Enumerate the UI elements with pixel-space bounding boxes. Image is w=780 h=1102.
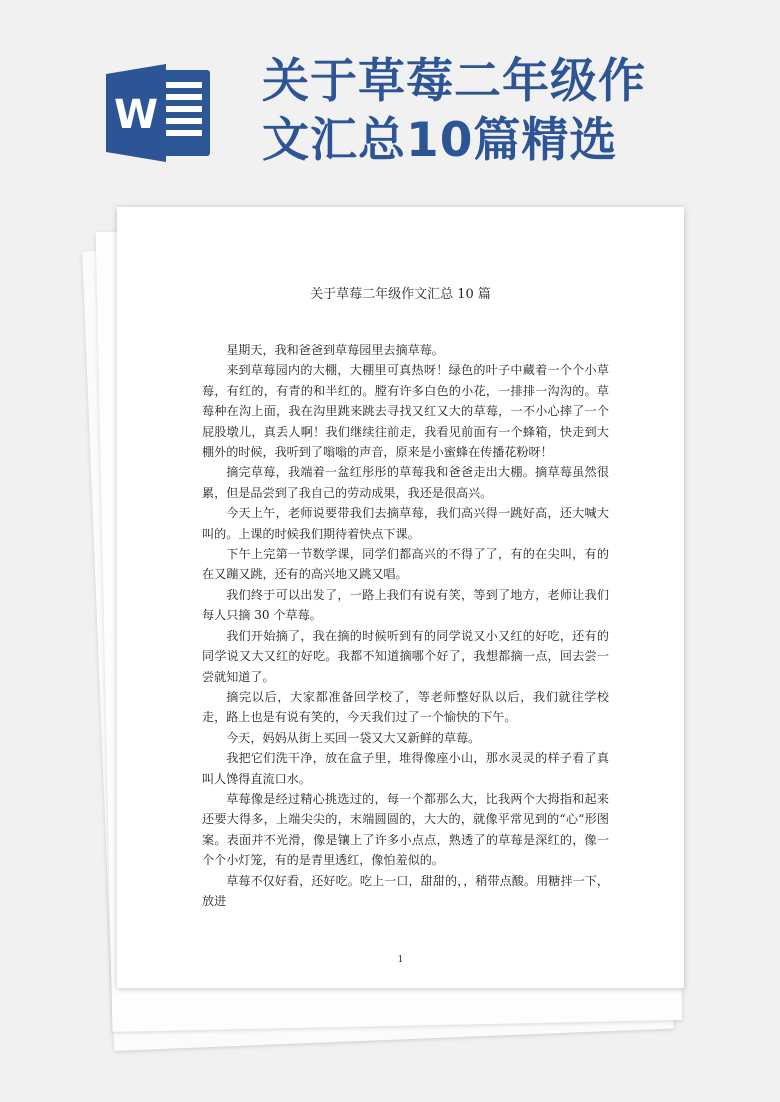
paragraph: 我们终于可以出发了，一路上我们有说有笑，等到了地方，老师让我们每人只摘 30 个草莓。 — [202, 587, 609, 623]
banner-title — [262, 52, 762, 170]
paragraph: 星期天，我和爸爸到草莓园里去摘草莓。 — [226, 343, 444, 357]
paragraph: 摘完草莓，我端着一盆红彤彤的草莓我和爸爸走出大棚。摘草莓虽然很累，但是品尝到了我自己的劳动成果，我还是很高兴。 — [202, 465, 609, 500]
paragraph: 摘完以后，大家都准备回学校了，等老师整好队以后，我们就往学校走，路上也是有说有笑的，今天我们过了一个愉快的下午。 — [202, 689, 609, 725]
banner-title-line-2: 文汇总10篇精选 — [262, 113, 618, 168]
banner-title-line-1: 关于草莓二年级作 — [262, 54, 646, 109]
logo-letter: W — [113, 92, 159, 138]
paragraph: 草莓像是经过精心挑选过的，每一个都那么大，比我两个大拇指和起来还要大得多，上端尖尖的，末端圆圆的，大大的，就像平常见到的“心“形图案。表面并不光滑，像是镶上了许多小点点，熟透了的草莓是深红的，像一个个小灯笼，有的是青里透红，像怕羞似的。 — [202, 791, 609, 868]
paragraph: 今天上午，老师说要带我们去摘草莓，我们高兴得一跳好高，还大喊大叫的。上课的时候我们期待着快点下课。 — [202, 506, 609, 541]
paragraph: 草莓不仅好看，还好吃。吃上一口，甜甜的，，稍带点酸。用糖拌一下，放进 — [202, 873, 609, 908]
word-logo — [106, 62, 216, 164]
paragraph: 我们开始摘了，我在摘的时候听到有的同学说又小又红的好吃，还有的同学说又大又红的好吃。我都不知道摘哪个好了，我想都摘一点，回去尝一尝就知道了。 — [202, 628, 609, 684]
paragraph: 今天，妈妈从街上买回一袋又大又新鲜的草莓。 — [226, 730, 481, 745]
page-number: 1 — [397, 955, 404, 965]
document-title: 关于草莓二年级作文汇总 10 篇 — [310, 287, 491, 302]
paragraph: 我把它们洗干净，放在盒子里，堆得像座小山，那水灵灵的样子看了真叫人馋得直流口水。 — [202, 751, 609, 786]
paragraph: 下午上完第一节数学课，同学们都高兴的不得了了，有的在尖叫，有的在又蹦又跳，还有的高兴地又跳又唱。 — [202, 547, 609, 582]
paragraph: 来到草莓园内的大棚，大棚里可真热呀！绿色的叶子中藏着一个个小草莓，有红的，有青的和半红的。膛有许多白色的小花，一排排一沟沟的。草莓种在沟上面，我在沟里跳来跳去寻找又红又大的草莓，一不小心摔了一个屁股墩儿，真丢人啊！我们继续往前走，我看见前面有一个蜂箱，快走到大棚外的时候，我听到了嗡嗡的声音，原来是小蜜蜂在传播花粉呀！ — [202, 363, 609, 460]
word-document-icon — [106, 62, 216, 164]
document-page — [117, 207, 684, 988]
document-body — [202, 340, 609, 911]
